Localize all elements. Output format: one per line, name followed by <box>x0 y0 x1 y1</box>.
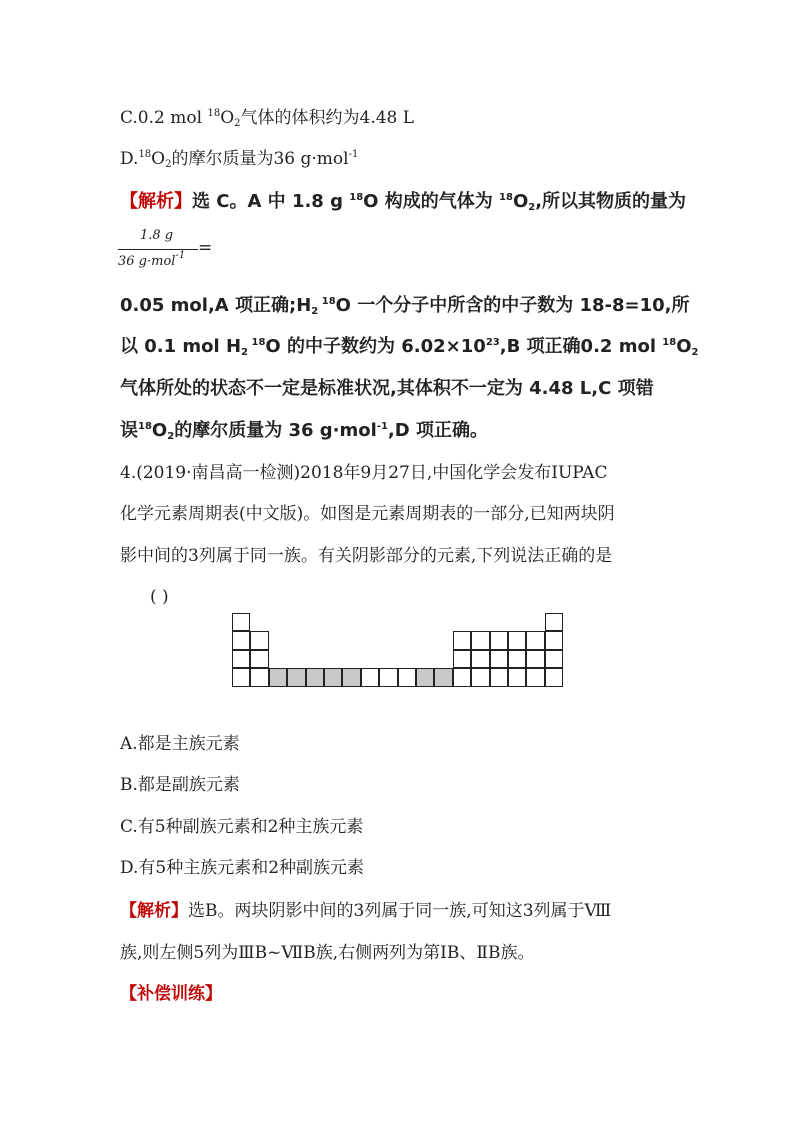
table-cell <box>416 668 434 687</box>
table-cell <box>361 668 379 687</box>
table-cell <box>379 668 397 687</box>
table-cell <box>232 668 250 687</box>
table-cell <box>398 668 416 687</box>
table-cell <box>434 668 452 687</box>
table-cell <box>453 668 471 687</box>
table-cell <box>490 650 508 669</box>
table-cell <box>545 631 563 650</box>
table-cell <box>324 668 342 687</box>
analysis-1-line-1: 【解析】选 C。A 中 1.8 g $^{18}$O 构成的气体为 $^{18}O_2$,所以其物质的量为 <box>120 191 687 213</box>
table-cell <box>471 631 489 650</box>
table-cell <box>526 650 544 669</box>
table-cell <box>250 631 268 650</box>
table-cell <box>545 613 563 632</box>
table-cell <box>250 650 268 669</box>
table-cell <box>490 668 508 687</box>
table-cell <box>508 668 526 687</box>
table-cell <box>342 668 360 687</box>
analysis-tag: 【解析】 <box>120 901 188 921</box>
table-cell <box>269 668 287 687</box>
analysis-1-line-3: 以 0.1 mol $H_2$ $^{18}$O 的中子数约为 $6.02\times 10^{23},B$ 项正确0.2 mol $^{18}O_2$ <box>120 336 699 358</box>
option-c-line: C.0.2 mol $^{18}O_2$气体的体积约为4.48 L <box>120 108 415 129</box>
table-cell <box>490 631 508 650</box>
table-cell <box>508 650 526 669</box>
analysis-1-line-5: 误$^{18}O_2$的摩尔质量为 36 g·mol$^{-1}$,D 项正确。 <box>120 420 488 442</box>
table-cell <box>545 650 563 669</box>
question-4-line-1: 4.(2019·南昌高一检测)2018年9月27日,中国化学会发布IUPAC <box>120 463 608 483</box>
question-4-line-3: 影中间的3列属于同一族。有关阴影部分的元素,下列说法正确的是 <box>120 546 613 566</box>
periodic-table-fragment <box>232 613 563 687</box>
table-cell <box>232 631 250 650</box>
table-cell <box>508 631 526 650</box>
table-cell <box>471 650 489 669</box>
analysis-2-line-2: 族,则左侧5列为ⅢB~ⅦB族,右侧两列为第ⅠB、ⅡB族。 <box>120 943 535 963</box>
table-cell <box>232 613 250 632</box>
supplementary-training-heading: 【补偿训练】 <box>120 984 222 1004</box>
choice-b: B.都是副族元素 <box>120 775 240 795</box>
question-4-line-2: 化学元素周期表(中文版)。如图是元素周期表的一部分,已知两块阴 <box>120 504 615 524</box>
table-cell <box>287 668 305 687</box>
answer-blank: ( ) <box>150 587 169 607</box>
table-cell <box>453 650 471 669</box>
choice-c: C.有5种副族元素和2种主族元素 <box>120 817 364 837</box>
table-cell <box>453 631 471 650</box>
table-cell <box>545 668 563 687</box>
analysis-2-line-1: 【解析】选B。两块阴影中间的3列属于同一族,可知这3列属于Ⅷ <box>120 901 612 921</box>
option-d-line: $D.^{18}O_2$的摩尔质量为36 g·mol$^{-1}$ <box>120 149 359 170</box>
table-cell <box>232 650 250 669</box>
choice-a: A.都是主族元素 <box>120 734 240 754</box>
analysis-tag: 【解析】 <box>120 191 192 212</box>
table-cell <box>471 668 489 687</box>
table-cell <box>526 668 544 687</box>
table-cell <box>306 668 324 687</box>
analysis-1-line-4: 气体所处的状态不一定是标准状况,其体积不一定为 4.48 L,C 项错 <box>120 378 654 399</box>
table-cell <box>526 631 544 650</box>
choice-d: D.有5种主族元素和2种副族元素 <box>120 858 365 878</box>
table-cell <box>250 668 268 687</box>
analysis-1-line-2: 0.05 mol,A 项正确$;H_2$ $^{18}$O 一个分子中所含的中子数为 18-8=10,所 <box>120 295 690 317</box>
